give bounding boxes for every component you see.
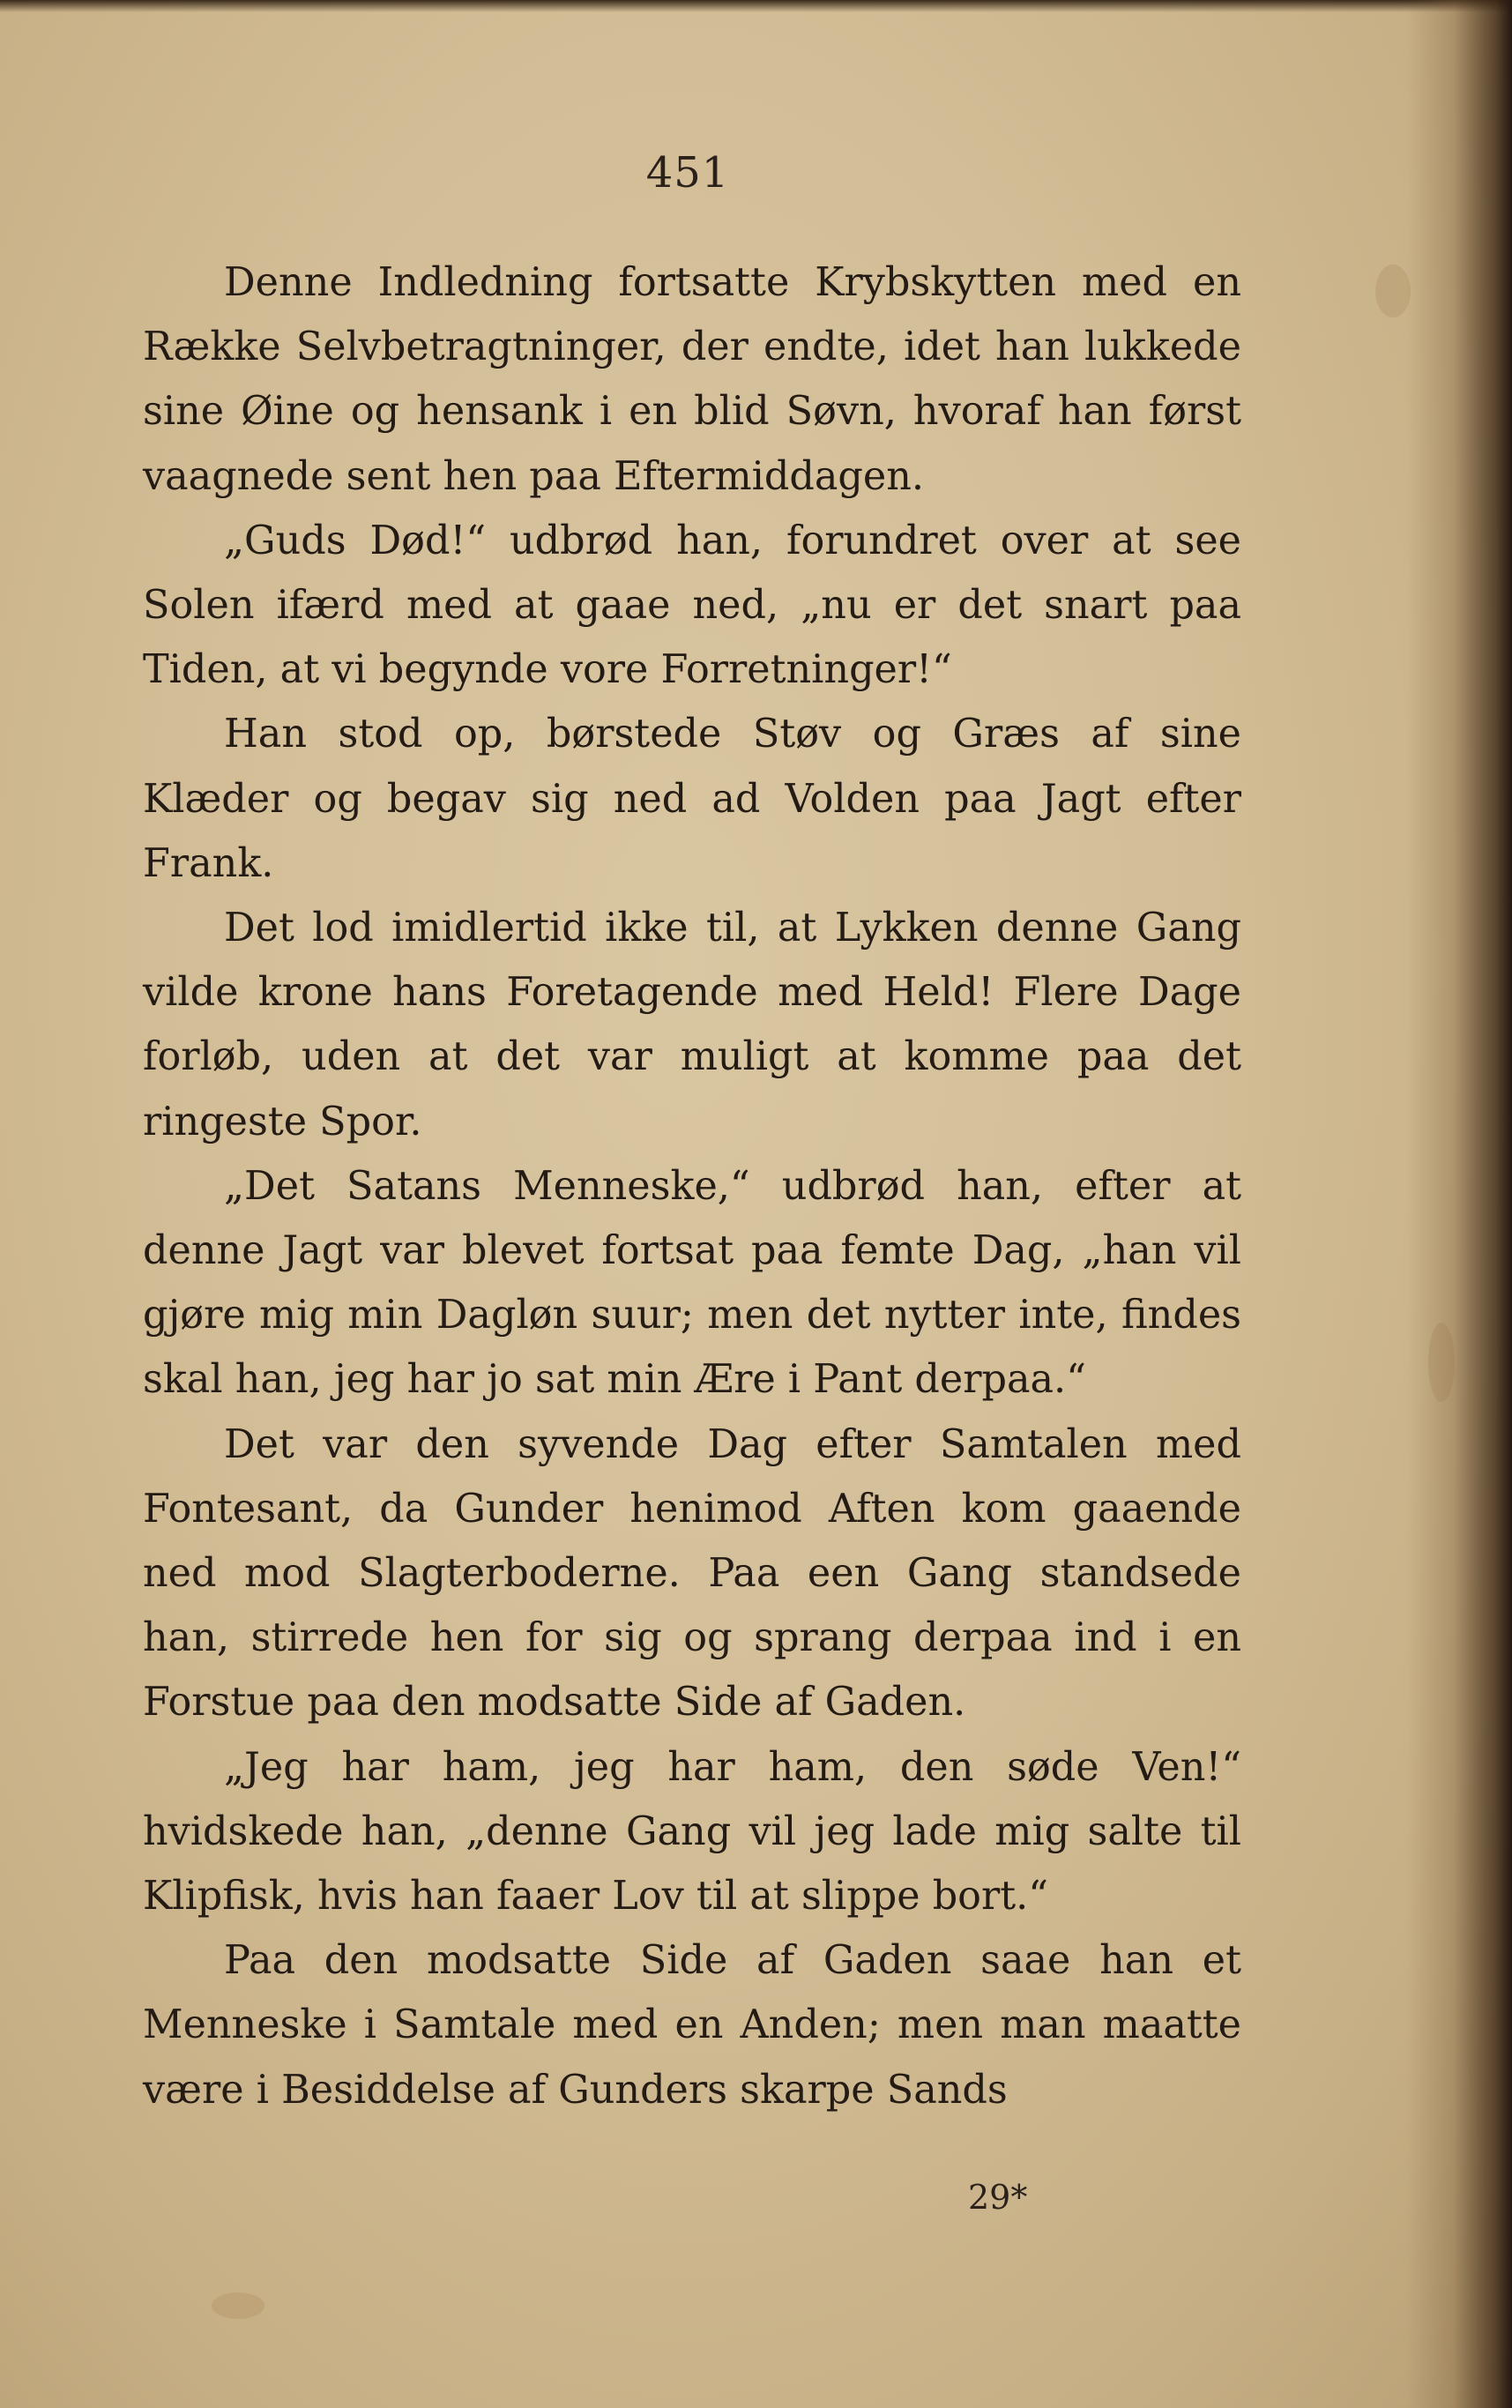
paragraph: Han stod op, børstede Støv og Græs af sine Klæder og begav sig ned ad Volden paa Jagt efter Frank. — [143, 712, 1241, 886]
paragraph: Paa den modsatte Side af Gaden saae han et Menneske i Samtale med en Anden; men man maatte være i Besiddelse af Gunders skarpe Sands — [143, 1938, 1241, 2113]
foxing-stain — [1375, 265, 1411, 317]
page-number: 451 — [645, 148, 730, 198]
page-top-edge — [0, 0, 1512, 12]
paragraph: Det lod imidlertid ikke til, at Lykken denne Gang vilde krone hans Foretagende med Held! Flere Dage forløb, uden at det var muligt at komme paa det ringeste Spor. — [143, 906, 1241, 1144]
signature-mark: 29* — [968, 2178, 1028, 2217]
paragraph: „Guds Død!“ udbrød han, forundret over at see Solen ifærd med at gaae ned, „nu er det snart paa Tiden, at vi begynde vore Forretninger!“ — [143, 518, 1241, 693]
foxing-stain — [212, 2292, 264, 2319]
binding-shadow — [1406, 0, 1512, 2408]
paragraph: Denne Indledning fortsatte Krybskytten med en Række Selvbetragtninger, der endte, idet han lukkede sine Øine og hensank i en blid Søvn, hvoraf han først vaagnede sent hen paa Eftermiddagen. — [143, 260, 1241, 499]
paragraph: „Det Satans Menneske,“ udbrød han, efter at denne Jagt var blevet fortsat paa femte Dag, „han vil gjøre mig min Dagløn suur; men det nytter inte, findes skal han, jeg har jo sat min Ære i Pant derpaa.“ — [143, 1163, 1241, 1403]
paragraph: „Jeg har ham, jeg har ham, den søde Ven!“ hvidskede han, „denne Gang vil jeg lade mig salte til Klipfisk, hvis han faaer Lov til at slippe bort.“ — [143, 1744, 1241, 1920]
body-text — [143, 250, 1241, 2122]
paragraph: Det var den syvende Dag efter Samtalen med Fontesant, da Gunder henimod Aften kom gaaende ned mod Slagterboderne. Paa een Gang standsede han, stirrede hen for sig og sprang derpaa ind i en Forstue paa den modsatte Side af Gaden. — [143, 1421, 1241, 1726]
